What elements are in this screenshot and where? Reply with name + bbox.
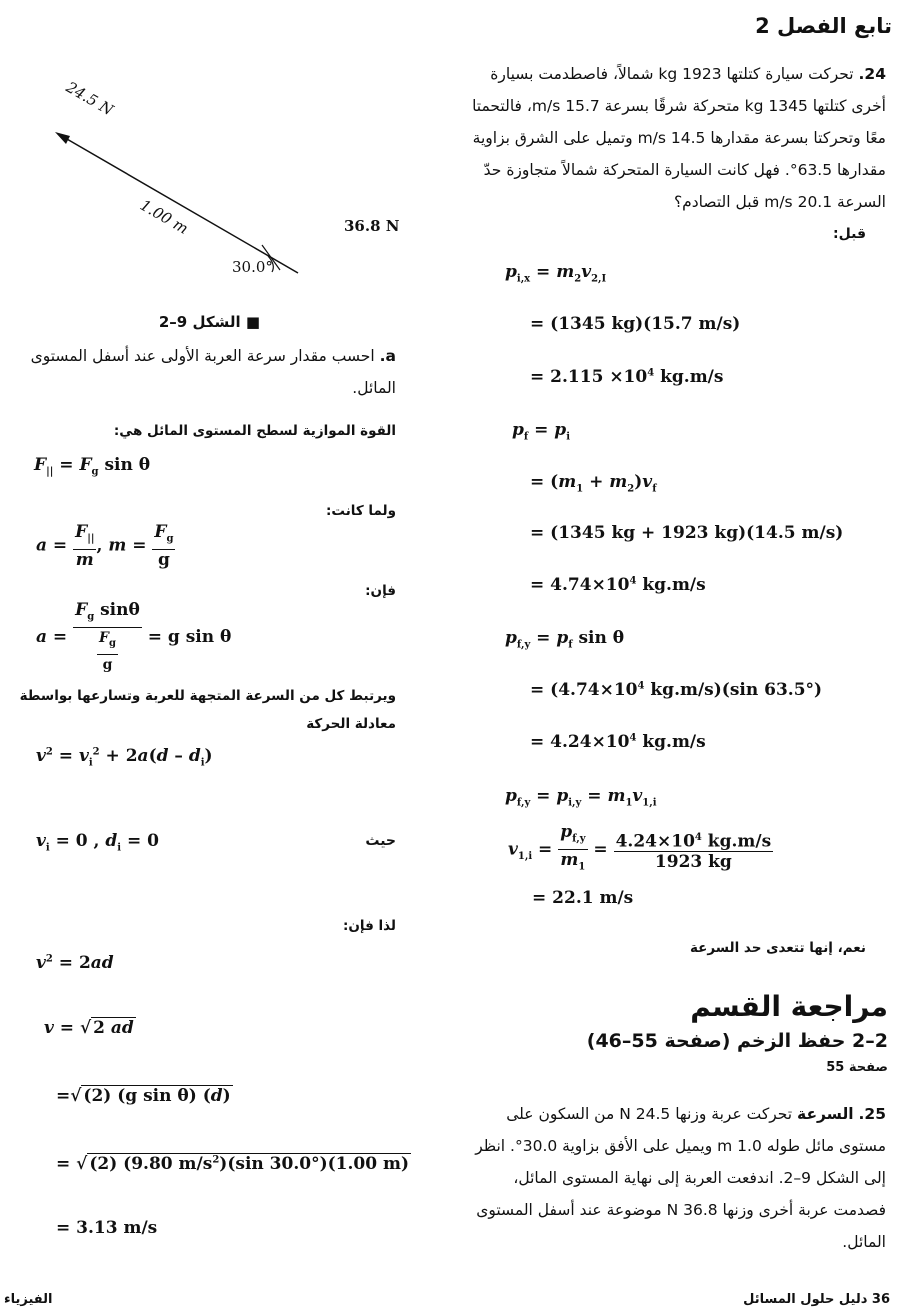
part-a-text: احسب مقدار سرعة العربة الأولى عند أسفل المستوى المائل. (30, 347, 396, 397)
eq-v2-2ad: $v^2 = 2ad$ (36, 953, 114, 973)
eq-f-parallel: $F_{||} = F_g$ sin θ (34, 455, 151, 478)
page-reference: صفحة 55 (826, 1060, 888, 1075)
then-label: فإن: (365, 583, 396, 599)
problem-24-text (456, 58, 886, 218)
angle-label: 30.0° (232, 258, 273, 276)
where-label: حيث (365, 833, 396, 849)
eq-a-m: a = $\frac{F_{||}}{m}$ , m = $\frac{F_g}{g}$ (36, 522, 174, 571)
problem-24-body: تحركت سيارة كتلتها 1923 kg شمالاً، فاصطدمت بسيارة أخرى كتلتها 1345 kg متحركة شرقًا بسرعة 15.7 m/s، فالتحمتا معًا وتحركتا بسرعة مقدارها 14.5 m/s وتميل على الشرق بزاوية مقدارها 63.5°. فهل كانت السيارة المتحركة شمالاً متجاوزة حدّ السرعة 20.1 m/s قبل التصادم؟ (472, 65, 886, 211)
eq-v1i: $v_{1,i}$ = $\frac{p_{f,y}}{m_1}$ = $\frac{4.24\times 10^4 kg.m/s}{1923 kg}$ (508, 822, 772, 873)
arrow-head (55, 132, 70, 144)
before-label: قبل: (833, 226, 866, 242)
eq-kinematic: $v^2 = v_i^2 + 2a(d - d_i)$ (36, 746, 213, 769)
eq-step-4: = $4.74\times 10^4$ kg.m/s (530, 575, 706, 595)
incline-line (60, 135, 298, 273)
problem-25-keyword: السرعة (797, 1105, 854, 1123)
problem-25-body: تحركت عربة وزنها 24.5 N من السكون على مستوى مائل طوله 1.0 m ويميل على الأفق بزاوية 30.0°. انظر إلى الشكل 9–2. اندفعت العربة إلى نهاية المستوى المائل، فصدمت عربة أخرى وزنها 36.8 N موضوعة عند أسفل المستوى المائل. (475, 1105, 886, 1251)
eq-step-7: = 22.1 m/s (532, 888, 634, 908)
footer-page-label: 36 دليل حلول المسائل (743, 1292, 890, 1307)
eq-pf-mass: = $(m_1 + m_2)v_f$ (530, 472, 657, 495)
eq-v-sub: =√ (2) (g sin θ) (d) (56, 1086, 231, 1106)
eq-v-result: = 3.13 m/s (56, 1218, 158, 1238)
length-label: 1.00 m (137, 196, 192, 238)
section-review-title: مراجعة القسم (690, 990, 888, 1023)
eq-initial: $v_i = 0$ , $d_i = 0$ (36, 831, 159, 854)
force-label-right: 36.8 N (344, 217, 400, 235)
eq-pf-pi: $p_f = p_i$ (512, 420, 570, 443)
eq-step-5: = ($4.74\times 10^4$ kg.m/s)(sin 63.5°) (530, 680, 823, 700)
part-a-question (0, 340, 396, 404)
problem-24-number: 24. (858, 65, 886, 83)
eq-step-6: = $4.24\times 10^4$ kg.m/s (530, 732, 706, 752)
eq-step-2: = $2.115 \times 10^4$ kg.m/s (530, 367, 724, 387)
eq-pfy-piy: $p_{f,y} = p_{i,y} = m_1v_{1,i}$ (505, 786, 657, 809)
eq-v-num: = √ (2) (9.80 $m/s^2)(\sin$ 30.0°)(1.00 m) (56, 1154, 410, 1174)
problem-25-text (456, 1098, 886, 1258)
therefore-label: لذا فإن: (342, 918, 396, 934)
since-label: ولما كانت: (326, 503, 396, 519)
parallel-force-label: القوة الموازية لسطح المستوى المائل هي: (113, 423, 396, 439)
problem-24-answer: نعم، إنها تتعدى حد السرعة (689, 940, 866, 956)
section-review-subtitle: 2–2 حفظ الزخم (صفحة 55–46) (586, 1030, 888, 1052)
eq-pix: $p_{i,x} = m_2v_{2,I}$ (505, 262, 607, 285)
force-label-top: 24.5 N (63, 78, 117, 120)
figure-caption: ■ الشكل 9–2 (158, 313, 260, 331)
footer-subject: الفيزياء (4, 1292, 53, 1307)
eq-v-sqrt: v = √ 2 ad (44, 1018, 134, 1038)
part-a-label: a. (379, 347, 396, 365)
relation-label: ويرتبط كل من السرعة المتجهة للعربة وتسارعها بواسطة معادلة الحركة (19, 688, 396, 732)
eq-a-g: a = $\frac{F_g \sin\theta}{\frac{F_g}{g}}$ = g sin θ (36, 600, 232, 674)
eq-pfy: $p_{f,y} = p_f$ sin θ (505, 628, 625, 651)
problem-25-number: 25. (858, 1105, 886, 1123)
eq-step-1: = (1345 kg)(15.7 m/s) (530, 314, 741, 334)
chapter-title: تابع الفصل 2 (755, 14, 892, 38)
eq-step-3: = (1345 kg + 1923 kg)(14.5 m/s) (530, 523, 844, 543)
